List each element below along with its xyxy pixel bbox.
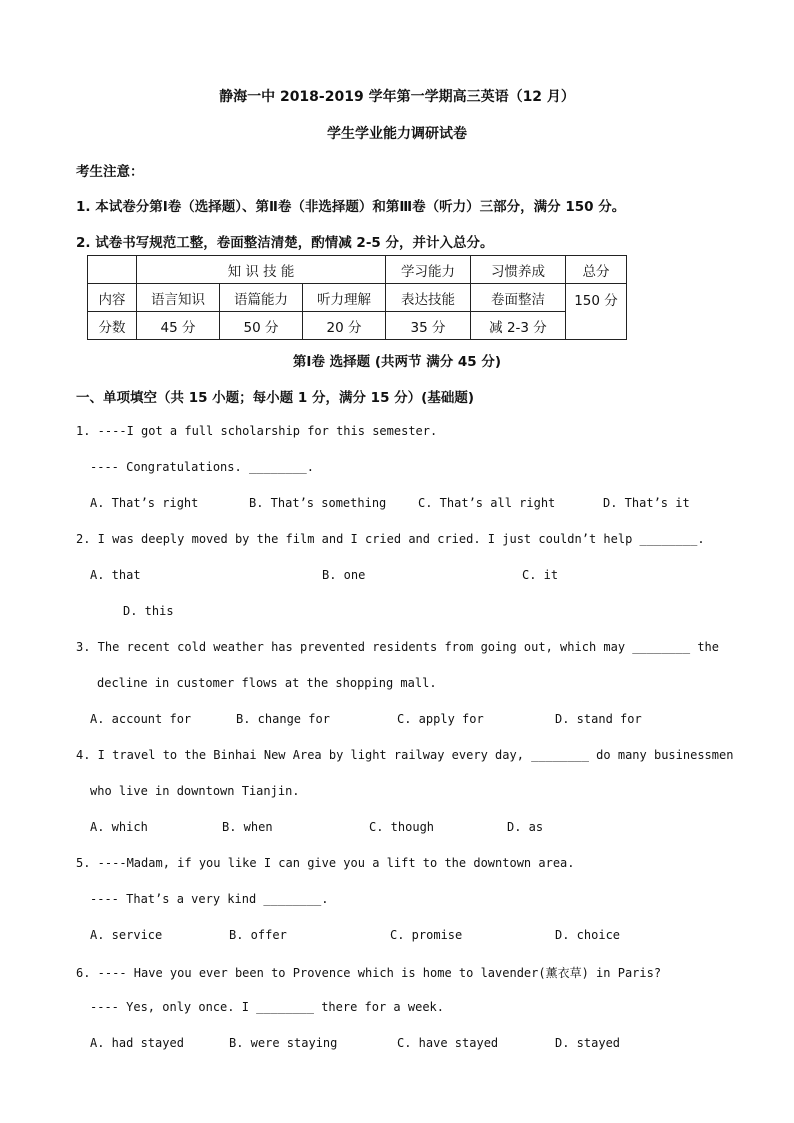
q5-option-d: D. choice (555, 928, 621, 942)
score-expression: 35 分 (386, 312, 471, 340)
q3-option-c: C. apply for (397, 712, 484, 726)
q2-option-d: D. this (123, 604, 174, 618)
score-discourse: 50 分 (220, 312, 303, 340)
score-listening: 20 分 (303, 312, 386, 340)
score-neatness: 减 2-3 分 (471, 312, 566, 340)
q1-stem-2: ---- Congratulations. ________. (90, 460, 314, 474)
q5-option-c: C. promise (390, 928, 463, 942)
q6-option-a: A. had stayed (90, 1036, 184, 1050)
exam-title: 静海一中 2018-2019 学年第一学期高三英语（12 月） (219, 89, 575, 105)
part1-heading: 一、单项填空（共 15 小题；每小题 1 分，满分 15 分）(基础题) (76, 390, 475, 406)
row-label-content: 内容 (88, 284, 137, 312)
q1-option-d: D. That’s it (603, 496, 690, 510)
q1-option-a: A. That’s right (90, 496, 199, 510)
q6-stem-2: ---- Yes, only once. I ________ there for a week. (90, 1000, 445, 1014)
part1-title: 第Ⅰ卷 选择题 (共两节 满分 45 分) (292, 354, 502, 370)
content-expression: 表达技能 (386, 284, 471, 312)
q2-option-b: B. one (322, 568, 366, 582)
q2-option-a: A. that (90, 568, 141, 582)
q4-option-c: C. though (369, 820, 435, 834)
q6-stem: 6. ---- Have you ever been to Provence which is home to lavender(薰衣草) in Paris? (76, 966, 662, 980)
q5-option-b: B. offer (229, 928, 287, 942)
q1-stem: 1. ----I got a full scholarship for this semester. (76, 424, 438, 438)
content-discourse: 语篇能力 (220, 284, 303, 312)
exam-subtitle: 学生学业能力调研试卷 (327, 126, 467, 142)
notice-label: 考生注意： (76, 164, 144, 180)
content-listening: 听力理解 (303, 284, 386, 312)
score-table (87, 255, 627, 340)
q3-stem-2: decline in customer flows at the shopping mall. (97, 676, 437, 690)
header-habit: 习惯养成 (471, 256, 566, 284)
content-language: 语言知识 (137, 284, 220, 312)
q3-option-a: A. account for (90, 712, 192, 726)
q5-stem-2: ---- That’s a very kind ________. (90, 892, 329, 906)
header-total: 总分 (566, 256, 627, 284)
q4-option-b: B. when (222, 820, 273, 834)
header-learning: 学习能力 (386, 256, 471, 284)
q6-option-c: C. have stayed (397, 1036, 499, 1050)
q6-option-d: D. stayed (555, 1036, 621, 1050)
q3-option-b: B. change for (236, 712, 330, 726)
q4-stem: 4. I travel to the Binhai New Area by light railway every day, ________ do many businessmen (76, 748, 734, 762)
notice-item-2: 2. 试卷书写规范工整，卷面整洁清楚，酌情减 2-5 分，并计入总分。 (76, 235, 494, 251)
row-label-score: 分数 (88, 312, 137, 340)
q2-stem: 2. I was deeply moved by the film and I cried and cried. I just couldn’t help ________. (76, 532, 705, 546)
q3-stem: 3. The recent cold weather has prevented residents from going out, which may ________ the (76, 640, 719, 654)
notice-item-1: 1. 本试卷分第Ⅰ卷（选择题）、第Ⅱ卷（非选择题）和第Ⅲ卷（听力）三部分，满分 150 分。 (76, 199, 626, 215)
q1-option-b: B. That’s something (249, 496, 387, 510)
score-language: 45 分 (137, 312, 220, 340)
q5-stem: 5. ----Madam, if you like I can give you a lift to the downtown area. (76, 856, 575, 870)
q4-option-d: D. as (507, 820, 544, 834)
q4-stem-2: who live in downtown Tianjin. (90, 784, 300, 798)
q2-option-c: C. it (522, 568, 559, 582)
q3-option-d: D. stand for (555, 712, 642, 726)
score-table-corner (88, 256, 137, 284)
q5-option-a: A. service (90, 928, 163, 942)
header-knowledge: 知 识 技 能 (137, 256, 386, 284)
total-value: 150 分 (566, 284, 627, 340)
q4-option-a: A. which (90, 820, 148, 834)
q6-option-b: B. were staying (229, 1036, 338, 1050)
q1-option-c: C. That’s all right (418, 496, 556, 510)
content-neatness: 卷面整洁 (471, 284, 566, 312)
